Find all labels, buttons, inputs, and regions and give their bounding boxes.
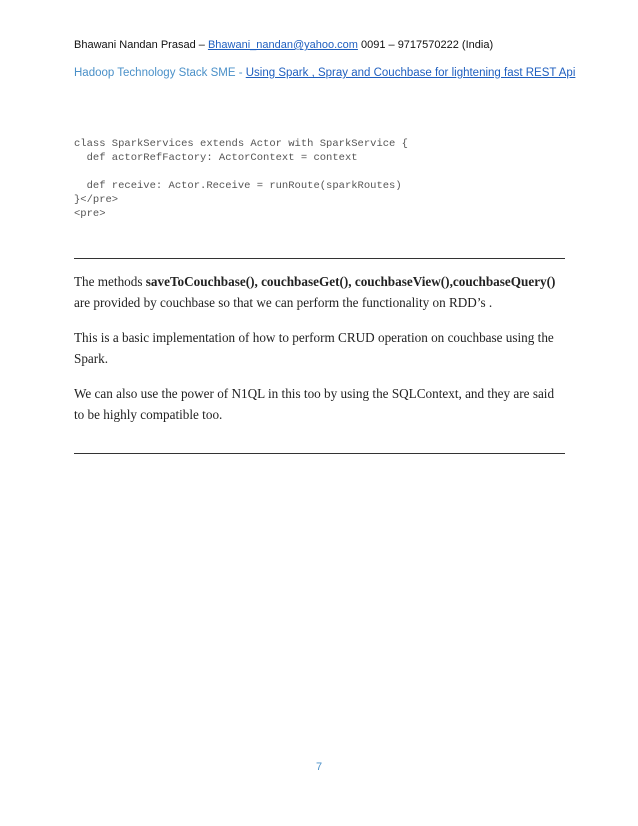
horizontal-divider-bottom xyxy=(74,453,565,454)
paragraph-methods-prefix: The methods xyxy=(74,274,146,289)
header-contact-line xyxy=(74,39,493,51)
code-line: class SparkServices extends Actor with SparkService { xyxy=(74,138,408,150)
author-name: Bhawani Nandan Prasad – xyxy=(74,39,208,51)
code-block xyxy=(74,137,408,221)
paragraph-methods-suffix: are provided by couchbase so that we can perform the functionality on RDD’s . xyxy=(74,295,493,310)
paragraph-crud: This is a basic implementation of how to perform CRUD operation on couchbase using the Spark. xyxy=(74,330,554,366)
method-names: saveToCouchbase(), couchbaseGet(), couchbaseView(),couchbaseQuery() xyxy=(145,274,556,289)
code-line: }</pre> xyxy=(74,194,119,206)
article-link[interactable]: Using Spark , Spray and Couchbase for lightening fast REST Api xyxy=(245,67,576,79)
horizontal-divider-top xyxy=(74,258,565,259)
paragraph-methods xyxy=(74,271,565,313)
code-line: def actorRefFactory: ActorContext = context xyxy=(74,152,358,164)
code-line: def receive: Actor.Receive = runRoute(sparkRoutes) xyxy=(74,180,402,192)
code-line: <pre> xyxy=(74,208,106,220)
role-title: Hadoop Technology Stack SME - xyxy=(74,67,246,79)
email-link[interactable]: Bhawani_nandan@yahoo.com xyxy=(207,39,358,51)
page-number: 7 xyxy=(315,761,323,773)
phone-number: 0091 – 9717570222 (India) xyxy=(357,39,494,51)
paragraph-n1ql: We can also use the power of N1QL in this too by using the SQLContext, and they are said to be highly compatible too. xyxy=(74,386,555,422)
header-subtitle-line xyxy=(74,67,575,79)
